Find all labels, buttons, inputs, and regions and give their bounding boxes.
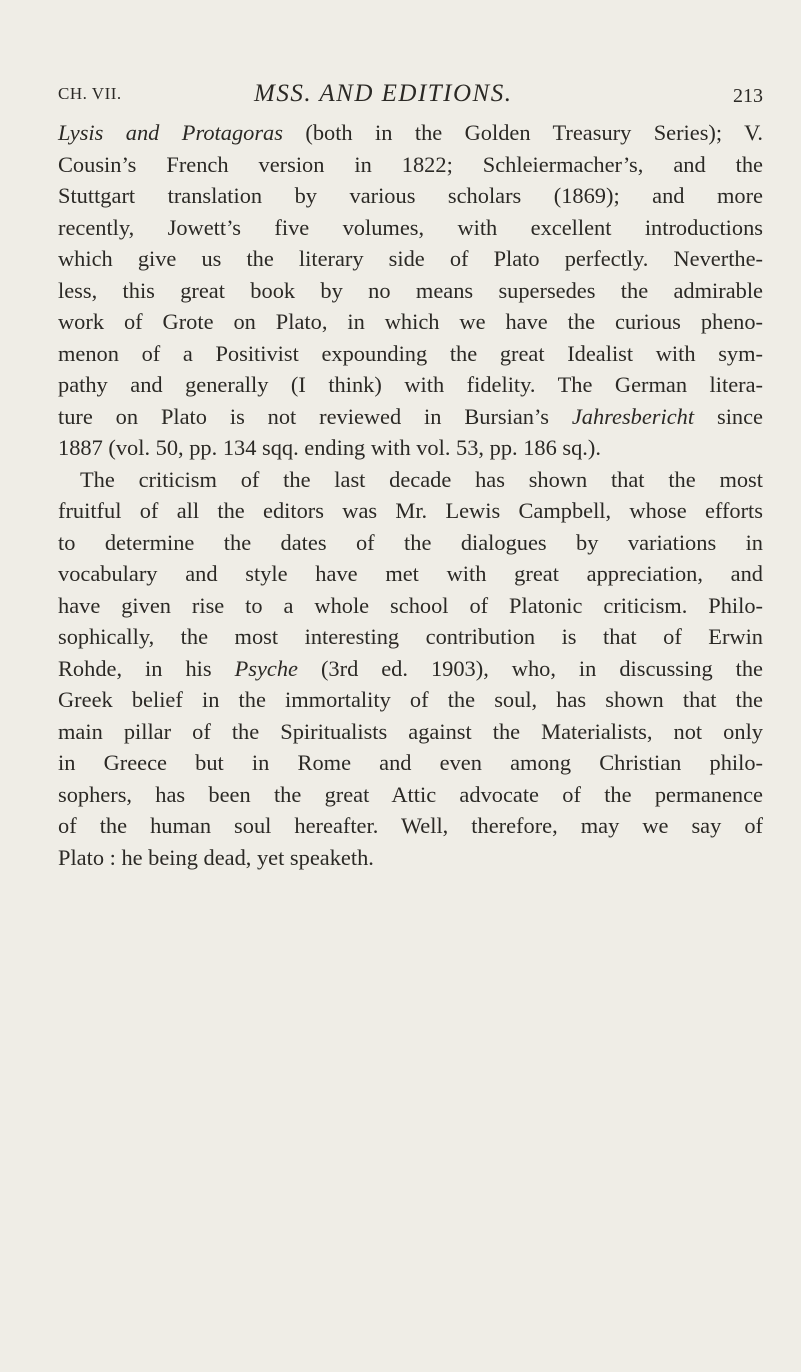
text-line bbox=[58, 653, 763, 685]
text-line: recently, Jowett’s five volumes, with excellent introductions bbox=[58, 214, 763, 240]
book-title: Lysis and Protagoras bbox=[58, 120, 283, 145]
text-line: vocabulary and style have met with great appreciation, and bbox=[58, 561, 763, 586]
paragraph bbox=[58, 464, 763, 874]
running-title: MSS. AND EDITIONS. bbox=[254, 80, 513, 107]
paragraph bbox=[58, 117, 763, 464]
journal-title: Jahresbericht bbox=[571, 403, 695, 429]
text-line: Cousin’s French version in 1822; Schleiermacher’s, and the bbox=[58, 151, 763, 177]
text-line: fruitful of all the editors was Mr. Lewis Campbell, whose efforts bbox=[58, 498, 763, 523]
text-line bbox=[58, 401, 763, 433]
text-line: Plato : he being dead, yet speaketh. bbox=[58, 844, 374, 870]
text-line: pathy and generally (I think) with fidelity. The German litera- bbox=[58, 372, 763, 397]
text-span: (3rd ed. 1903), who, in discussing the bbox=[297, 655, 763, 681]
text-line: Greek belief in the immortality of the soul, has shown that the bbox=[58, 687, 763, 712]
text-line: to determine the dates of the dialogues by variations in bbox=[58, 529, 763, 555]
text-line: sophically, the most interesting contribution is that of Erwin bbox=[58, 624, 763, 649]
text-span: (both in the Golden Treasury Series); V. bbox=[282, 120, 763, 145]
running-head bbox=[58, 80, 763, 110]
text-line: have given rise to a whole school of Platonic criticism. Philo- bbox=[58, 592, 763, 618]
text-line: main pillar of the Spiritualists against the Materialists, not only bbox=[58, 718, 763, 744]
text-line: The criticism of the last decade has shown that the most bbox=[80, 466, 763, 492]
text-line: Stuttgart translation by various scholars (1869); and more bbox=[58, 183, 763, 208]
text-span: since bbox=[694, 403, 763, 429]
text-line bbox=[58, 117, 763, 149]
text-span: Rohde, in his bbox=[58, 655, 235, 681]
book-title: Psyche bbox=[234, 655, 298, 681]
text-line: which give us the literary side of Plato perfectly. Neverthe- bbox=[58, 246, 763, 271]
text-line: menon of a Positivist expounding the great Idealist with sym- bbox=[58, 340, 763, 366]
text-line: of the human soul hereafter. Well, therefore, may we say of bbox=[58, 813, 763, 838]
body-text bbox=[58, 117, 763, 873]
page-number: 213 bbox=[733, 85, 763, 107]
text-span: ture on Plato is not reviewed in Bursian’s bbox=[58, 403, 572, 429]
text-line: 1887 (vol. 50, pp. 134 sqq. ending with vol. 53, pp. 186 sq.). bbox=[58, 435, 601, 460]
text-line: less, this great book by no means supersedes the admirable bbox=[58, 277, 763, 303]
text-line: work of Grote on Plato, in which we have the curious pheno- bbox=[58, 309, 763, 334]
text-line: sophers, has been the great Attic advocate of the permanence bbox=[58, 781, 763, 807]
chapter-label: CH. VII. bbox=[58, 84, 122, 103]
text-line: in Greece but in Rome and even among Christian philo- bbox=[58, 750, 763, 775]
